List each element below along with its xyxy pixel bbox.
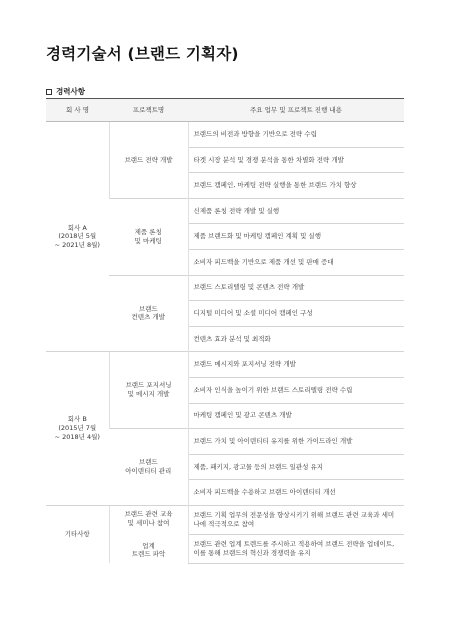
project-name: 브랜드 전략 개발 (124, 155, 173, 164)
project-name: 제품 론칭 (134, 227, 162, 236)
project-name: 컨텐츠 개발 (131, 313, 165, 322)
project-name: 브랜드 (138, 458, 158, 467)
header-company: 회 사 명 (46, 99, 109, 122)
detail-cell: 브랜드 메시지와 포지셔닝 전략 개발 (188, 352, 404, 378)
company-period: ~ 2021년 8월) (54, 241, 100, 250)
section-label: 경력사항 (56, 87, 85, 96)
project-group (114, 542, 184, 560)
detail-cell: 브랜드의 비전과 방향을 기반으로 전략 수립 (188, 122, 404, 148)
etc-cell: 기타사항 (46, 505, 109, 563)
header-project: 프로젝트명 (109, 99, 188, 122)
project-name: 트렌드 파악 (131, 550, 166, 559)
header-details: 주요 업무 및 프로젝트 진행 내용 (188, 99, 404, 122)
detail-cell: 브랜드 관련 업계 트렌드를 주시하고 적용하여 브랜드 전략을 업데이트, 이를 통해 브랜드의 혁신과 경쟁력을 유지 (188, 534, 404, 563)
company-period: (2018년 5월 (58, 232, 97, 241)
project-name: 브랜드 포지셔닝 (125, 381, 172, 390)
project-name: 브랜드 관련 교육 (124, 510, 173, 519)
detail-cell: 소비자 피드백을 기반으로 제품 개선 및 판매 증대 (188, 249, 404, 275)
project-cell (109, 352, 188, 429)
company-period: (2015년 7월 (58, 424, 97, 433)
company-period: ~ 2018년 4월) (54, 433, 100, 441)
detail-cell: 브랜드 스토리텔링 및 콘텐츠 전략 개발 (188, 275, 404, 301)
detail-cell: 제품, 패키지, 광고물 등의 브랜드 일관성 유지 (188, 454, 404, 480)
table-header-row (46, 99, 404, 122)
detail-cell: 브랜드 기획 업무의 전문성을 향상시키기 위해 브랜드 관련 교육과 세미나에 적극적으로 참여 (188, 505, 404, 534)
table-row (46, 505, 404, 534)
table-row (46, 122, 404, 148)
detail-cell: 브랜드 캠페인, 마케팅 전략 실행을 통한 브랜드 가치 향상 (188, 173, 404, 199)
detail-cell: 신제품 론칭 전략 개발 및 실행 (188, 198, 404, 224)
company-name: 회사 A (67, 223, 87, 232)
company-name: 회사 B (67, 415, 87, 424)
checkbox-square-icon (46, 89, 52, 95)
project-name: 및 메시지 개발 (127, 390, 170, 399)
project-stack (114, 510, 184, 559)
detail-cell: 브랜드 가치 및 아이덴티티 유지를 위한 가이드라인 개발 (188, 429, 404, 455)
detail-cell: 제품 브랜드화 및 마케팅 캠페인 계획 및 실행 (188, 224, 404, 250)
career-table (46, 98, 404, 564)
project-name: 및 세미나 참여 (127, 518, 170, 527)
project-name: 브랜드 (138, 304, 158, 313)
table-row (46, 352, 404, 378)
detail-cell: 소비자 피드백을 수용하고 브랜드 아이덴티티 개선 (188, 480, 404, 506)
project-cell (109, 275, 188, 352)
project-cell (109, 429, 188, 506)
detail-cell: 컨텐츠 효과 분석 및 최적화 (188, 326, 404, 352)
detail-cell: 타겟 시장 분석 및 경쟁 분석을 통한 차별화 전략 개발 (188, 147, 404, 173)
company-a-cell (46, 122, 109, 352)
detail-cell: 마케팅 캠페인 및 광고 콘텐츠 개발 (188, 403, 404, 429)
page-title: 경력기술서 (브랜드 기획자) (46, 45, 239, 63)
project-name: 업계 (142, 541, 155, 550)
project-cell (109, 198, 188, 275)
section-heading (46, 86, 85, 97)
project-name: 및 마케팅 (134, 236, 162, 245)
project-cell (109, 505, 188, 563)
project-name: 아이덴티티 관리 (125, 467, 172, 476)
detail-cell: 소비자 인식을 높이기 위한 브랜드 스토리텔링 전략 수립 (188, 377, 404, 403)
company-b-cell (46, 352, 109, 506)
detail-cell: 디지털 미디어 및 소셜 미디어 캠페인 구성 (188, 301, 404, 327)
project-cell (109, 122, 188, 199)
project-group (114, 510, 184, 528)
